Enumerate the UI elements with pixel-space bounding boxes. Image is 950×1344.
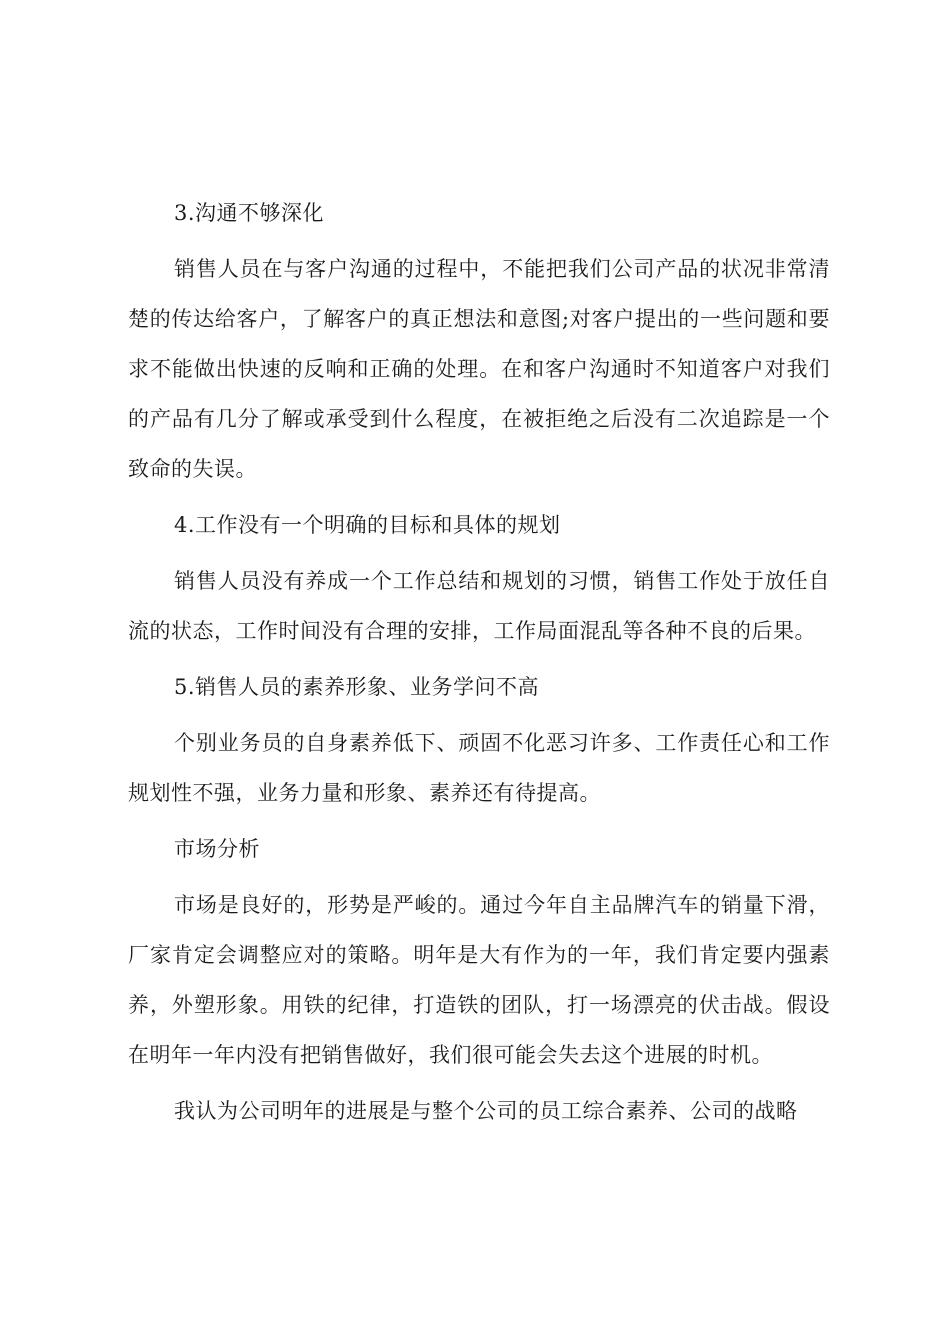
section-paragraph-communication: 销售人员在与客户沟通的过程中，不能把我们公司产品的状况非常清楚的传达给客户，了解客户的真正想法和意图;对客户提出的一些问题和要求不能做出快速的反响和正确的处理。在和客户沟通时不知道客户对我们的产品有几分了解或承受到什么程度，在被拒绝之后没有二次追踪是一个致命的失误。: [128, 257, 830, 481]
closing-paragraph: 我认为公司明年的进展是与整个公司的员工综合素养、公司的战略: [174, 1099, 798, 1123]
section-heading-planning: 4.工作没有一个明确的目标和具体的规划: [174, 513, 561, 537]
section-heading-communication: 3.沟通不够深化: [174, 201, 325, 225]
document-body: [128, 188, 830, 1142]
section-heading-staff-quality: 5.销售人员的素养形象、业务学问不高: [174, 675, 540, 699]
section-heading-market-analysis: 市场分析: [174, 837, 260, 861]
section-paragraph-planning: 销售人员没有养成一个工作总结和规划的习惯，销售工作处于放任自流的状态，工作时间没有合理的安排，工作局面混乱等各种不良的后果。: [128, 569, 830, 643]
section-paragraph-market-analysis: 市场是良好的，形势是严峻的。通过今年自主品牌汽车的销量下滑，厂家肯定会调整应对的策略。明年是大有作为的一年，我们肯定要内强素养，外塑形象。用铁的纪律，打造铁的团队，打一场漂亮的伏击战。假设在明年一年内没有把销售做好，我们很可能会失去这个进展的时机。: [128, 893, 830, 1067]
section-paragraph-staff-quality: 个别业务员的自身素养低下、顽固不化恶习许多、工作责任心和工作规划性不强，业务力量和形象、素养还有待提高。: [128, 731, 830, 805]
